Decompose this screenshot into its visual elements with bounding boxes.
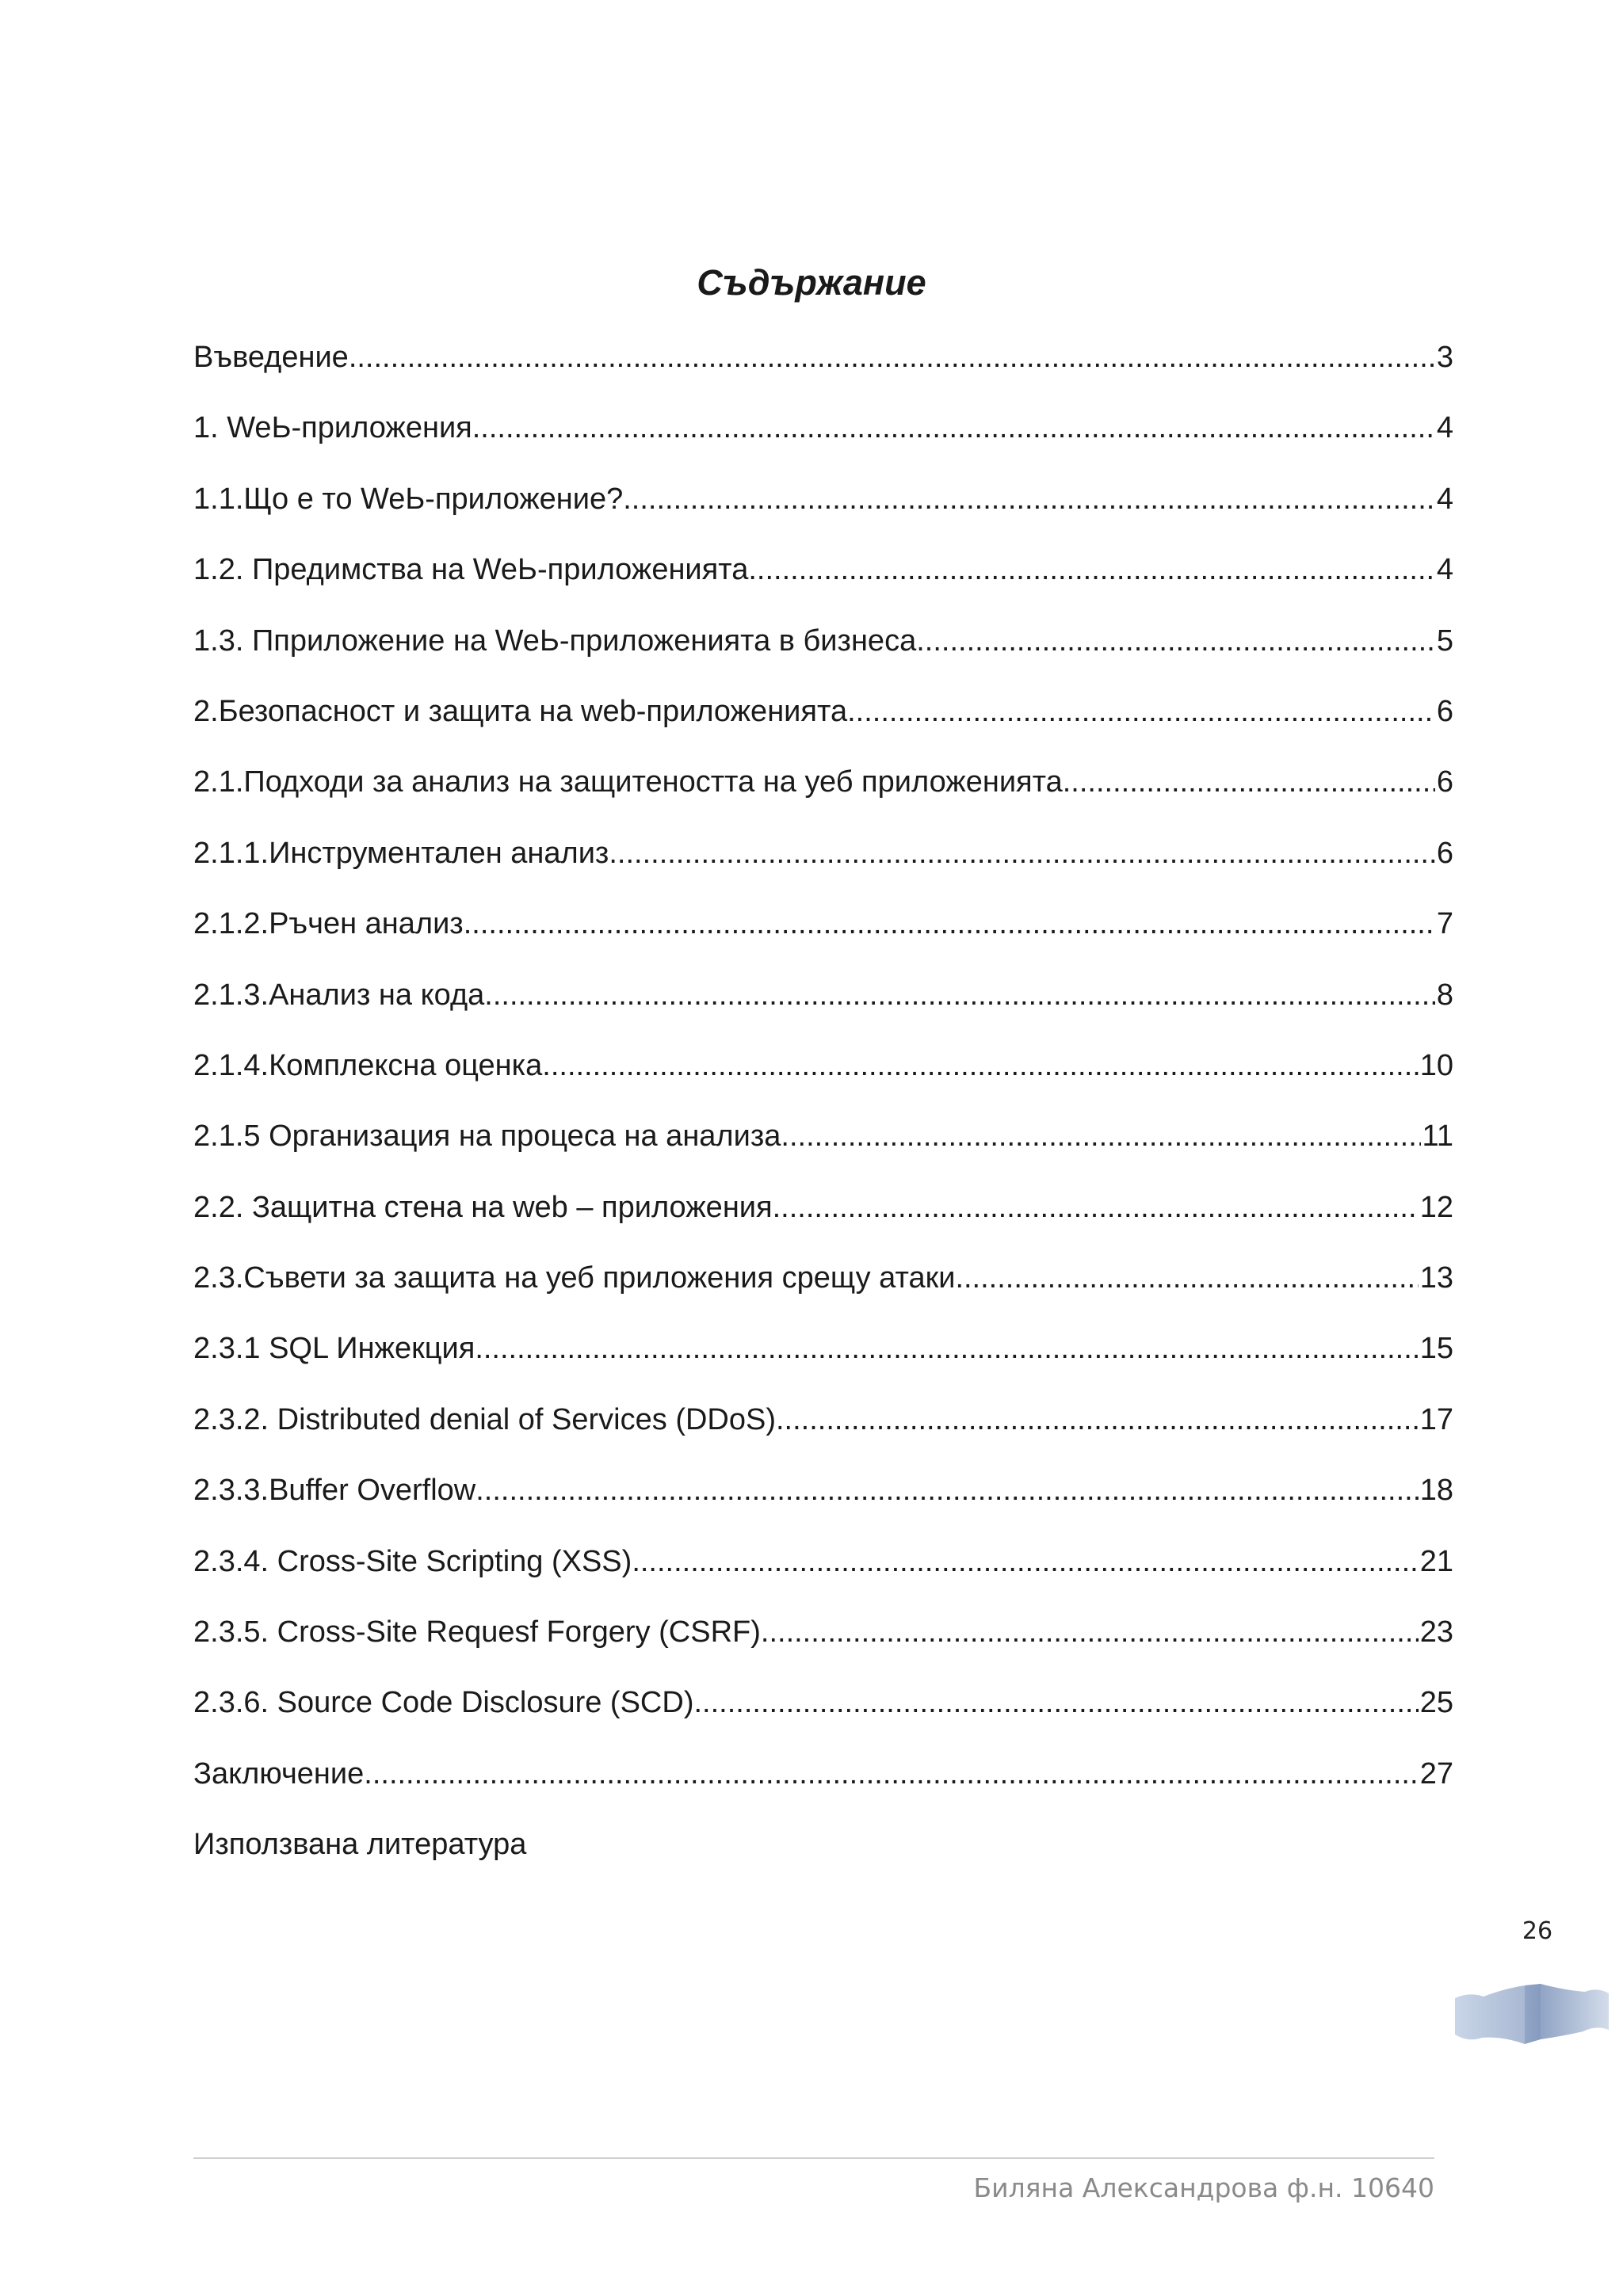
- footer-author: Биляна Александрова ф.н. 10640: [973, 2172, 1434, 2203]
- toc-dot-leader: [464, 898, 1435, 950]
- toc-entry-page: 25: [1419, 1686, 1453, 1720]
- toc-entry-title: 1. WeЬ-приложения: [193, 411, 472, 445]
- toc-entry-title: Въведение: [193, 341, 349, 374]
- toc-dot-leader: [1063, 756, 1435, 808]
- toc-entry-page: 7: [1436, 907, 1453, 941]
- toc-entry[interactable]: [193, 543, 1453, 614]
- toc-entry[interactable]: [193, 1039, 1453, 1110]
- toc-entry-title: Използвана литература: [193, 1828, 527, 1862]
- toc-entry-page: 27: [1419, 1756, 1453, 1791]
- toc-entry-title: 2.3.Съвети за защита на уеб приложения срещу атаки: [193, 1261, 956, 1295]
- toc-dot-leader: [847, 685, 1435, 738]
- toc-entry-page: 13: [1419, 1261, 1453, 1295]
- toc-entry[interactable]: [193, 1110, 1453, 1180]
- toc-entry[interactable]: [193, 1748, 1453, 1818]
- decorative-ribbon-icon: [1455, 1981, 1609, 2049]
- toc-entry[interactable]: [193, 1676, 1453, 1747]
- toc-entry-page: 4: [1436, 482, 1453, 516]
- toc-entry-title: 2.3.6. Source Code Disclosure (SCD): [193, 1686, 694, 1720]
- toc-dot-leader: [349, 331, 1435, 383]
- toc-entry[interactable]: [193, 756, 1453, 826]
- toc-dot-leader: [693, 1676, 1418, 1729]
- toc-entry-title: 2.2. Защитна стена на web – приложения: [193, 1190, 773, 1224]
- toc-entry-page: 11: [1422, 1119, 1453, 1154]
- toc-dot-leader: [632, 1535, 1418, 1588]
- toc-entry[interactable]: [193, 969, 1453, 1039]
- toc-entry-title: 2.3.2. Distributed denial of Services (DDoS): [193, 1402, 776, 1436]
- toc-entry[interactable]: [193, 1464, 1453, 1535]
- toc-entry[interactable]: [193, 473, 1453, 543]
- toc-entry-title: 2.Безопасност и защита на web-приложенията: [193, 694, 848, 728]
- toc-entry-title: 2.3.3.Buffer Overflow: [193, 1474, 476, 1508]
- toc-entry-page: 4: [1436, 411, 1453, 445]
- footer-divider: [193, 2157, 1434, 2159]
- toc-entry-title: 2.3.1 SQL Инжекция: [193, 1332, 475, 1366]
- toc-entry[interactable]: [193, 1394, 1453, 1464]
- toc-entry-title: 2.1.1.Инструментален анализ: [193, 836, 609, 870]
- toc-entry[interactable]: [193, 1181, 1453, 1252]
- toc-entry-page: 10: [1419, 1048, 1453, 1082]
- toc-dot-leader: [472, 402, 1435, 454]
- toc-entry-page: 18: [1419, 1474, 1453, 1508]
- toc-entry-page: 6: [1436, 765, 1453, 799]
- toc-entry[interactable]: [193, 1606, 1453, 1676]
- toc-entry-title: 1.2. Предимства на WeЬ-приложенията: [193, 553, 749, 587]
- toc-dot-leader: [761, 1606, 1419, 1658]
- toc-dot-leader: [484, 969, 1435, 1021]
- table-of-contents: [193, 331, 1453, 1890]
- toc-dot-leader: [955, 1252, 1418, 1304]
- toc-entry-page: 6: [1436, 836, 1453, 870]
- toc-heading: Съдържание: [697, 262, 926, 303]
- toc-dot-leader: [623, 473, 1435, 525]
- toc-entry-page: 21: [1419, 1544, 1453, 1578]
- toc-dot-leader: [609, 827, 1435, 879]
- toc-dot-leader: [916, 615, 1435, 667]
- toc-entry-title: 2.1.5 Организация на процеса на анализа: [193, 1119, 781, 1154]
- toc-entry-title: 2.3.5. Cross-Site Requesf Forgery (CSRF): [193, 1615, 761, 1650]
- toc-entry-page: 5: [1436, 624, 1453, 658]
- toc-entry[interactable]: [193, 898, 1453, 968]
- toc-entry[interactable]: [193, 331, 1453, 402]
- toc-dot-leader: [542, 1039, 1418, 1092]
- toc-entry-page: 23: [1419, 1615, 1453, 1650]
- toc-dot-leader: [364, 1748, 1418, 1800]
- toc-entry[interactable]: [193, 1252, 1453, 1322]
- toc-entry-title: 2.1.4.Комплексна оценка: [193, 1048, 543, 1082]
- toc-entry-title: 2.1.Подходи за анализ на защитеността на уеб приложенията: [193, 765, 1063, 799]
- toc-dot-leader: [475, 1464, 1418, 1516]
- toc-entry-page: 17: [1419, 1402, 1453, 1436]
- toc-entry-page: 6: [1436, 694, 1453, 728]
- toc-entry-page: 3: [1436, 341, 1453, 374]
- toc-entry-title: 1.3. Пприложение на WeЬ-приложенията в бизнеса: [193, 624, 917, 658]
- toc-entry-title: 1.1.Що е то WeЬ-приложение?: [193, 482, 624, 516]
- toc-entry[interactable]: [193, 1535, 1453, 1606]
- toc-entry-page: 8: [1436, 978, 1453, 1012]
- toc-entry-title: 2.3.4. Cross-Site Scripting (XSS): [193, 1544, 632, 1578]
- toc-entry[interactable]: [193, 685, 1453, 756]
- toc-entry-title: 2.1.3.Анализ на кода: [193, 978, 485, 1012]
- toc-entry[interactable]: [193, 402, 1453, 472]
- toc-dot-leader: [475, 1322, 1418, 1375]
- toc-entry[interactable]: [193, 1818, 1453, 1889]
- toc-entry-page: 12: [1419, 1190, 1453, 1224]
- page-number: 26: [1522, 1917, 1553, 1945]
- toc-entry-title: 2.1.2.Ръчен анализ: [193, 907, 464, 941]
- toc-entry[interactable]: [193, 827, 1453, 898]
- toc-entry-page: 4: [1436, 553, 1453, 587]
- toc-entry-page: 15: [1419, 1332, 1453, 1366]
- toc-dot-leader: [781, 1110, 1420, 1162]
- toc-dot-leader: [776, 1394, 1419, 1446]
- toc-dot-leader: [773, 1181, 1419, 1234]
- toc-dot-leader: [748, 543, 1435, 596]
- toc-entry[interactable]: [193, 615, 1453, 685]
- toc-entry-title: Заключение: [193, 1756, 365, 1791]
- toc-entry[interactable]: [193, 1322, 1453, 1393]
